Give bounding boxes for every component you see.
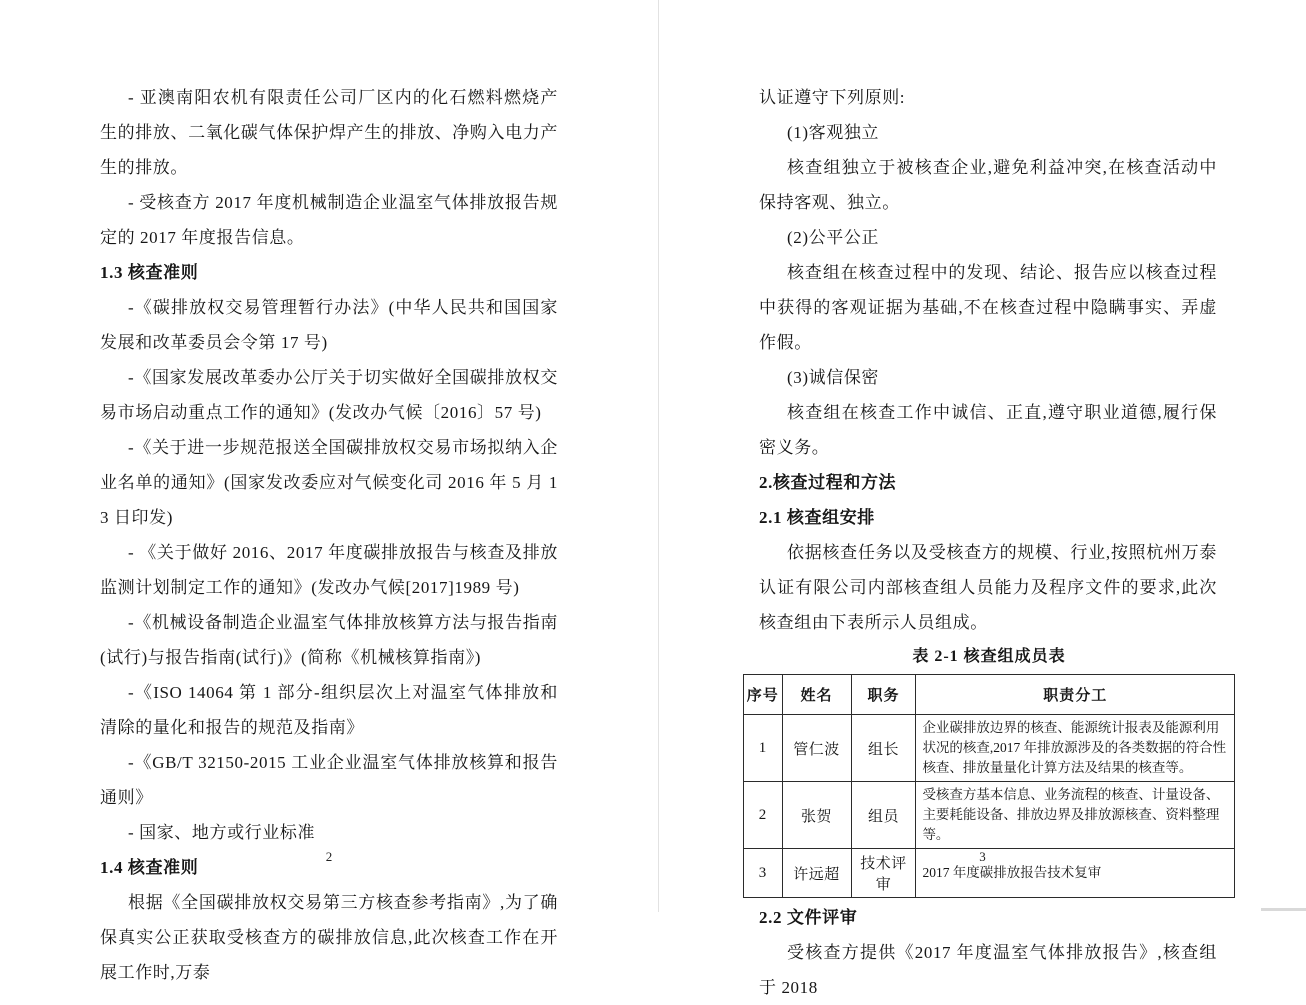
paragraph: 依据核查任务以及受核查方的规模、行业,按照杭州万泰认证有限公司内部核查组人员能力及程序文件的要求,此次核查组由下表所示人员组成。 <box>759 543 1217 632</box>
cell-duty: 2017 年度碳排放报告技术复审 <box>916 849 1235 898</box>
paragraph: - 《关于做好 2016、2017 年度碳排放报告与核查及排放监测计划制定工作的通知》(发改办气候[2017]1989 号) <box>100 543 558 597</box>
paragraph: -《国家发展改革委办公厅关于切实做好全国碳排放权交易市场启动重点工作的通知》(发改办气候〔2016〕57 号) <box>100 368 558 422</box>
page-number-2: 2 <box>325 849 333 864</box>
section-heading-2-1: 2.1 核查组安排 <box>759 508 875 527</box>
column-header-role: 职务 <box>851 675 916 715</box>
cell-name: 管仁波 <box>782 715 851 782</box>
table-row <box>744 782 1235 849</box>
cell-name: 张贺 <box>782 782 851 849</box>
paragraph: - 受核查方 2017 年度机械制造企业温室气体排放报告规定的 2017 年度报告信息。 <box>100 193 558 247</box>
cell-index: 1 <box>744 715 783 782</box>
horizontal-scrollbar[interactable] <box>1261 908 1306 911</box>
table-caption: 表 2-1 核查组成员表 <box>912 648 1066 665</box>
paragraph: 核查组在核查工作中诚信、正直,遵守职业道德,履行保密义务。 <box>759 403 1217 457</box>
paragraph: -《ISO 14064 第 1 部分-组织层次上对温室气体排放和清除的量化和报告的规范及指南》 <box>100 683 558 737</box>
paragraph: -《碳排放权交易管理暂行办法》(中华人民共和国国家发展和改革委员会令第 17 号) <box>100 298 558 352</box>
cell-role: 组长 <box>851 715 916 782</box>
section-heading-2-2: 2.2 文件评审 <box>759 908 858 927</box>
paragraph: - 国家、地方或行业标准 <box>128 823 316 842</box>
page-3-text-column <box>746 80 1227 1005</box>
cell-index: 2 <box>744 782 783 849</box>
document-page-3 <box>659 0 1306 997</box>
paragraph: (2)公平公正 <box>787 228 880 247</box>
paragraph: - 亚澳南阳农机有限责任公司厂区内的化石燃料燃烧产生的排放、二氧化碳气体保护焊产生的排放、净购入电力产生的排放。 <box>100 88 558 177</box>
cell-role: 组员 <box>851 782 916 849</box>
section-heading-1-3: 1.3 核查准则 <box>100 263 199 282</box>
table-header-row <box>744 675 1235 715</box>
paragraph: (3)诚信保密 <box>787 368 880 387</box>
section-heading-1-4: 1.4 核查准则 <box>100 858 199 877</box>
paragraph: (1)客观独立 <box>787 123 880 142</box>
paragraph: 认证遵守下列原则: <box>759 88 906 107</box>
paragraph: -《机械设备制造企业温室气体排放核算方法与报告指南(试行)与报告指南(试行)》(简称《机械核算指南》) <box>100 613 558 667</box>
cell-index: 3 <box>744 849 783 898</box>
paragraph: -《关于进一步规范报送全国碳排放权交易市场拟纳入企业名单的通知》(国家发改委应对气候变化司 2016 年 5 月 13 日印发) <box>100 438 558 527</box>
cell-duty: 受核查方基本信息、业务流程的核查、计量设备、主要耗能设备、排放边界及排放源核查、资料整理等。 <box>916 782 1235 849</box>
document-page-2 <box>0 0 658 982</box>
table-row <box>744 715 1235 782</box>
page-number-3: 3 <box>979 849 986 864</box>
paragraph: 核查组在核查过程中的发现、结论、报告应以核查过程中获得的客观证据为基础,不在核查过程中隐瞒事实、弄虚作假。 <box>759 263 1217 352</box>
paragraph: 核查组独立于被核查企业,避免利益冲突,在核查活动中保持客观、独立。 <box>759 158 1217 212</box>
cell-duty: 企业碳排放边界的核查、能源统计报表及能源利用状况的核查,2017 年排放源涉及的各类数据的符合性核查、排放量量化计算方法及结果的核查等。 <box>916 715 1235 782</box>
cell-name: 许远超 <box>782 849 851 898</box>
paragraph: 受核查方提供《2017 年度温室气体排放报告》,核查组于 2018 <box>759 943 1217 997</box>
cell-role: 技术评审 <box>851 849 916 898</box>
paragraph: -《GB/T 32150-2015 工业企业温室气体排放核算和报告通则》 <box>100 753 558 807</box>
column-header-index: 序号 <box>744 675 783 715</box>
paragraph: 根据《全国碳排放权交易第三方核查参考指南》,为了确保真实公正获取受核查方的碳排放信息,此次核查工作在开展工作时,万泰 <box>100 893 558 982</box>
column-header-name: 姓名 <box>782 675 851 715</box>
section-heading-2: 2.核查过程和方法 <box>759 473 897 492</box>
column-header-duty: 职责分工 <box>916 675 1235 715</box>
